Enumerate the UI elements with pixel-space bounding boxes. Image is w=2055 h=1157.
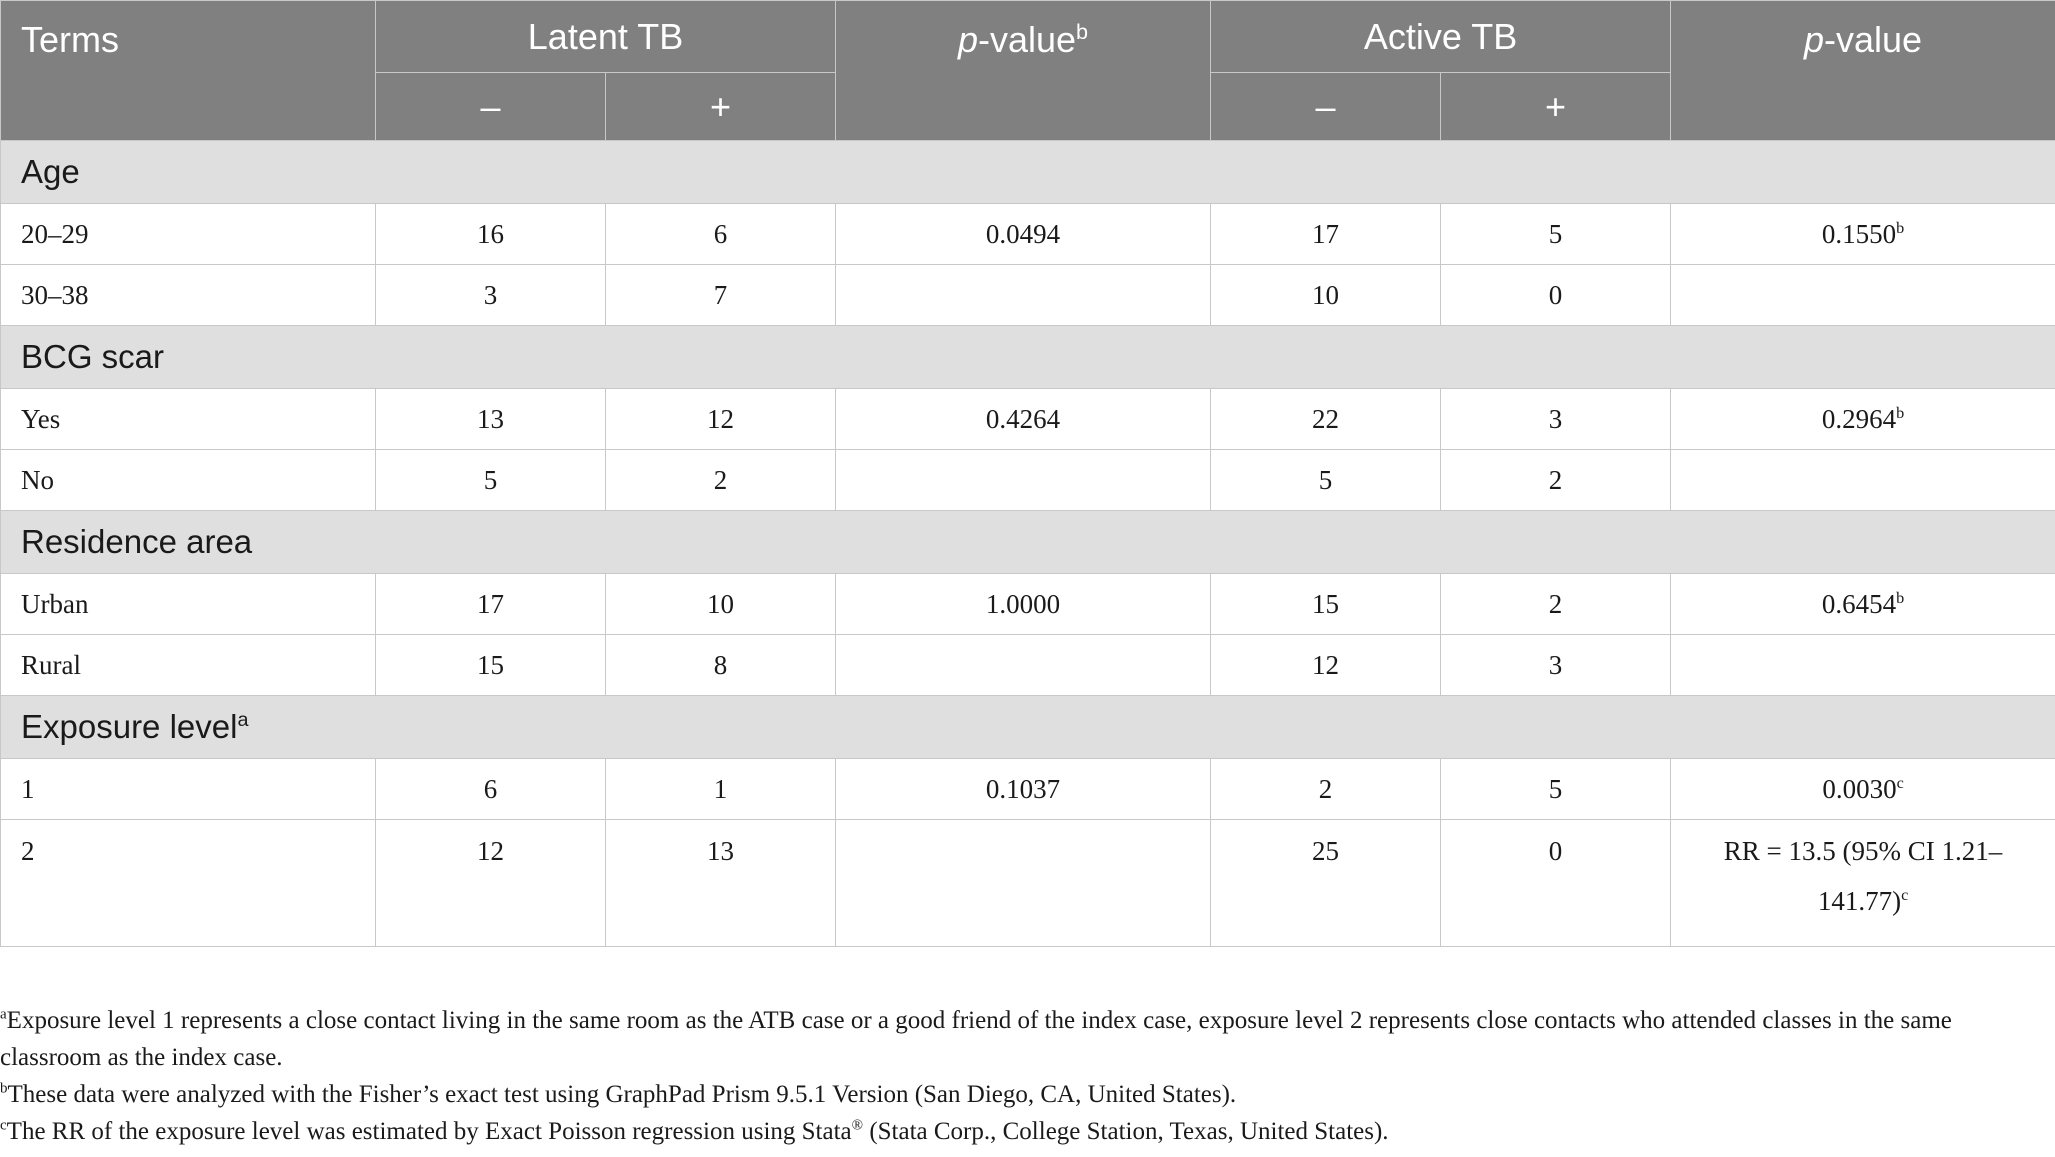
footnote-b: $^b$These data were analyzed with the Fisher’s exact test using GraphPad Prism 9.5.1 Version (San Diego, CA, United States). xyxy=(0,1080,1237,1108)
active-negative-cell: 22 xyxy=(1211,389,1441,450)
section-bcg-scar xyxy=(1,326,2055,389)
active-negative-cell: 2 xyxy=(1211,759,1441,820)
table-row xyxy=(1,574,2055,635)
p-value-active-cell: 0.6454$^b$ xyxy=(1671,574,2055,635)
latent-negative-cell: 3 xyxy=(376,265,606,326)
p-value-latent-cell: 0.1037 xyxy=(836,759,1211,820)
p-value-latent-cell: 0.4264 xyxy=(836,389,1211,450)
latent-negative-cell: 16 xyxy=(376,204,606,265)
p-value-latent-cell: 1.0000 xyxy=(836,574,1211,635)
rate-ratio-cell: RR = 13.5 (95% CI 1.21– 141.77)$^c$ xyxy=(1671,820,2055,947)
active-positive-cell: 0 xyxy=(1441,265,1671,326)
row-label: No xyxy=(1,450,376,511)
latent-negative-cell: 12 xyxy=(376,820,606,947)
p-value-latent-cell xyxy=(836,635,1211,696)
latent-positive-cell: 12 xyxy=(606,389,836,450)
header-p-value-active: p-value xyxy=(1671,1,2055,141)
latent-positive-cell: 10 xyxy=(606,574,836,635)
section-exposure-level xyxy=(1,696,2055,759)
latent-positive-cell: 13 xyxy=(606,820,836,947)
p-value-latent-cell xyxy=(836,820,1211,947)
footnotes xyxy=(0,1002,2045,1150)
p-value-latent-cell: 0.0494 xyxy=(836,204,1211,265)
latent-positive-cell: 6 xyxy=(606,204,836,265)
row-label: 1 xyxy=(1,759,376,820)
latent-negative-cell: 15 xyxy=(376,635,606,696)
p-value-active-cell xyxy=(1671,265,2055,326)
active-positive-cell: 2 xyxy=(1441,574,1671,635)
row-label: Rural xyxy=(1,635,376,696)
section-title: Exposure level$^a$ xyxy=(1,696,2055,759)
active-positive-cell: 2 xyxy=(1441,450,1671,511)
table-row xyxy=(1,759,2055,820)
table-row xyxy=(1,820,2055,947)
active-negative-cell: 15 xyxy=(1211,574,1441,635)
section-residence-area xyxy=(1,511,2055,574)
row-label: Yes xyxy=(1,389,376,450)
p-value-active-cell: 0.2964$^b$ xyxy=(1671,389,2055,450)
footnote-a: $^a$Exposure level 1 represents a close contact living in the same room as the ATB case or a good friend of the index case, exposure level 2 represents close contacts who attended classes in the same classroom as the index case. xyxy=(0,1006,1952,1071)
active-positive-cell: 3 xyxy=(1441,389,1671,450)
header-p-value-latent: p-value$^b$ xyxy=(836,1,1211,141)
p-value-latent-cell xyxy=(836,265,1211,326)
latent-positive-cell: 2 xyxy=(606,450,836,511)
latent-negative-cell: 13 xyxy=(376,389,606,450)
p-value-active-cell: 0.0030$^c$ xyxy=(1671,759,2055,820)
table-row xyxy=(1,204,2055,265)
header-terms: Terms xyxy=(1,1,376,141)
active-negative-cell: 25 xyxy=(1211,820,1441,947)
section-title: BCG scar xyxy=(1,326,2055,389)
table-row xyxy=(1,635,2055,696)
row-label: Urban xyxy=(1,574,376,635)
header-latent-tb: Latent TB xyxy=(376,1,836,73)
active-negative-cell: 5 xyxy=(1211,450,1441,511)
p-value-active-cell xyxy=(1671,635,2055,696)
latent-negative-cell: 6 xyxy=(376,759,606,820)
row-label: 30–38 xyxy=(1,265,376,326)
footnote-c: $^c$The RR of the exposure level was estimated by Exact Poisson regression using Stata® (Stata Corp., College Station, Texas, United States). xyxy=(0,1117,1389,1145)
active-negative-cell: 12 xyxy=(1211,635,1441,696)
active-positive-cell: 3 xyxy=(1441,635,1671,696)
latent-positive-cell: 1 xyxy=(606,759,836,820)
section-age xyxy=(1,141,2055,204)
latent-positive-cell: 7 xyxy=(606,265,836,326)
header-latent-negative: – xyxy=(376,73,606,141)
row-label: 20–29 xyxy=(1,204,376,265)
p-value-active-cell: 0.1550$^b$ xyxy=(1671,204,2055,265)
table-row xyxy=(1,265,2055,326)
latent-negative-cell: 5 xyxy=(376,450,606,511)
p-value-active-cell xyxy=(1671,450,2055,511)
active-negative-cell: 10 xyxy=(1211,265,1441,326)
header-latent-positive: + xyxy=(606,73,836,141)
header-active-positive: + xyxy=(1441,73,1671,141)
table-row xyxy=(1,450,2055,511)
table-row xyxy=(1,389,2055,450)
row-label: 2 xyxy=(1,820,376,947)
section-title: Age xyxy=(1,141,2055,204)
section-title: Residence area xyxy=(1,511,2055,574)
active-positive-cell: 5 xyxy=(1441,759,1671,820)
p-value-latent-cell xyxy=(836,450,1211,511)
active-positive-cell: 0 xyxy=(1441,820,1671,947)
latent-negative-cell: 17 xyxy=(376,574,606,635)
active-positive-cell: 5 xyxy=(1441,204,1671,265)
latent-positive-cell: 8 xyxy=(606,635,836,696)
header-active-negative: – xyxy=(1211,73,1441,141)
header-active-tb: Active TB xyxy=(1211,1,1671,73)
active-negative-cell: 17 xyxy=(1211,204,1441,265)
